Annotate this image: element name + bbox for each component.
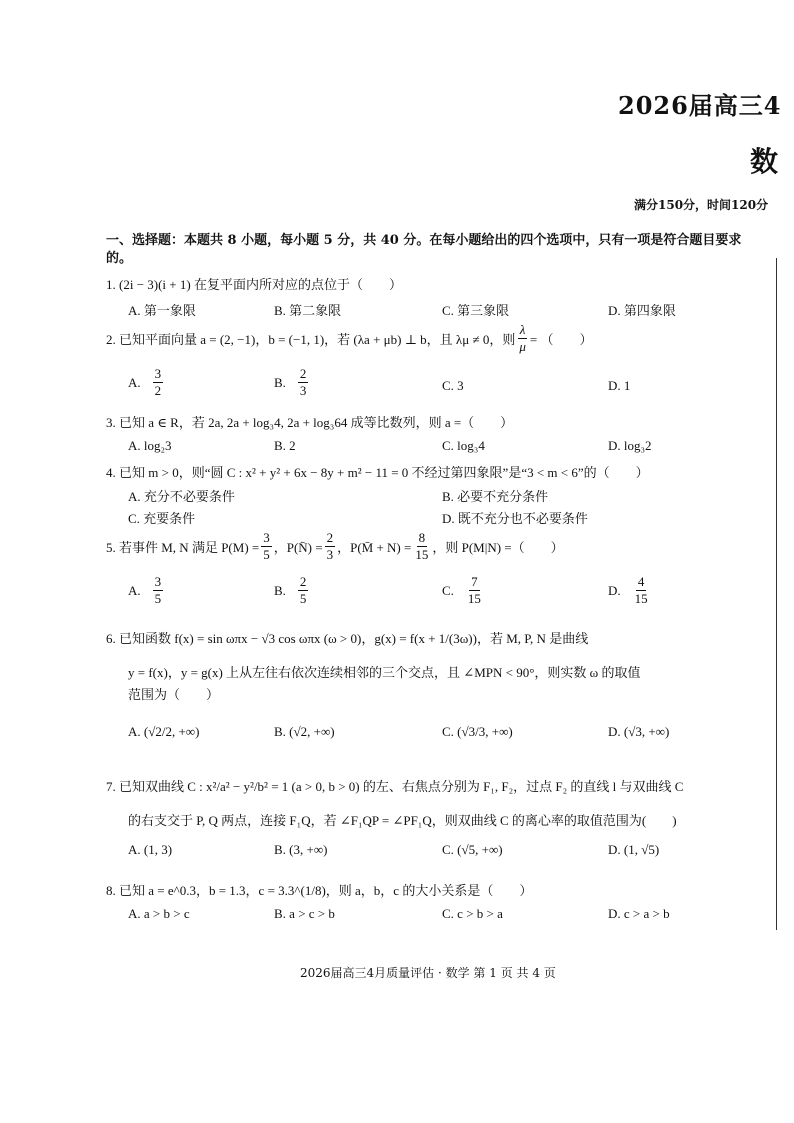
q5-c-den: 15 bbox=[467, 591, 481, 606]
q5-c-frac bbox=[466, 574, 483, 607]
q1-option-c: C. 第三象限 bbox=[442, 303, 510, 318]
q2-option-a bbox=[128, 366, 165, 399]
q7-option-d: D. (1, √5) bbox=[608, 842, 660, 857]
q1-option-a: A. 第一象限 bbox=[128, 303, 196, 318]
q5-a-frac bbox=[153, 574, 164, 607]
question-7-line-1: 7. 已知双曲线 C : x²/a² − y²/b² = 1 (a > 0, b > 0) 的左、右焦点分别为 F₁, F₂，过点 F₂ 的直线 l 与双曲线 C bbox=[106, 779, 684, 794]
q6-option-c: C. (√3/3, +∞) bbox=[442, 724, 513, 739]
q3-option-c: C. log₃4 bbox=[442, 438, 485, 453]
q5-c-num: 7 bbox=[471, 574, 478, 589]
q7-option-c: C. (√5, +∞) bbox=[442, 842, 503, 857]
q6-option-d: D. (√3, +∞) bbox=[608, 724, 670, 739]
q7-option-a: A. (1, 3) bbox=[128, 842, 173, 857]
q2-a-frac bbox=[153, 366, 164, 399]
q2-a-num: 3 bbox=[154, 366, 162, 381]
question-6-line-3: 范围为（ ） bbox=[128, 687, 220, 702]
question-1-stem: 1. (2i − 3)(i + 1) 在复平面内所对应的点位于（ ） bbox=[106, 277, 402, 292]
q7-option-b: B. (3, +∞) bbox=[274, 842, 328, 857]
q8-option-b: B. a > c > b bbox=[274, 906, 335, 921]
exam-title: 2026届高三4 bbox=[618, 91, 782, 120]
q5-b-den: 5 bbox=[299, 591, 307, 606]
q2-stem-end: = （ ） bbox=[529, 332, 593, 347]
question-3-stem: 3. 已知 a ∈ R，若 2a, 2a + log₃4, 2a + log₃64 成等比数列，则 a =（ ） bbox=[106, 415, 514, 430]
question-8-stem: 8. 已知 a = e^0.3，b = 1.3，c = 3.3^(1/8)，则 a，b，c 的大小关系是（ ） bbox=[106, 883, 533, 898]
q5-a-label: A. bbox=[128, 582, 141, 598]
q5-option-c bbox=[442, 574, 485, 607]
question-4-stem: 4. 已知 m > 0，则“圆 C : x² + y² + 6x − 8y + m² − 11 = 0 不经过第四象限”是“3 < m < 6”的（ ） bbox=[106, 465, 649, 480]
question-6-line-2: y = f(x)，y = g(x) 上从左往右依次连续相邻的三个交点，且 ∠MPN < 90°，则实数 ω 的取值 bbox=[128, 665, 641, 680]
q5-f2-den: 3 bbox=[326, 547, 334, 562]
exam-meta: 满分150分，时间120分 bbox=[634, 198, 769, 212]
q6-option-a: A. (√2/2, +∞) bbox=[128, 724, 200, 739]
q5-d-frac bbox=[633, 574, 650, 607]
q5-c-label: C. bbox=[442, 582, 454, 598]
q3-option-a: A. log₂3 bbox=[128, 438, 172, 453]
question-5-stem bbox=[106, 530, 564, 563]
q3-option-b: B. 2 bbox=[274, 438, 296, 453]
q5-f2-num: 2 bbox=[326, 530, 334, 545]
q5-option-d bbox=[608, 574, 652, 607]
q5-f1-num: 3 bbox=[263, 530, 270, 545]
q4-option-d: D. 既不充分也不必要条件 bbox=[442, 511, 588, 526]
question-7-line-2: 的右支交于 P, Q 两点，连接 F₁Q，若 ∠F₁QP = ∠PF₁Q，则双曲线 C 的离心率的取值范围为( ) bbox=[128, 813, 677, 828]
q5-a-den: 5 bbox=[154, 591, 162, 606]
q5-a-num: 3 bbox=[154, 574, 162, 589]
q2-b-frac bbox=[298, 366, 309, 399]
q5-mid2: ，P(M̄ + N) = bbox=[337, 540, 412, 555]
q2-a-label: A. bbox=[128, 374, 141, 390]
q2-fraction bbox=[517, 322, 528, 355]
q4-option-b: B. 必要不充分条件 bbox=[442, 489, 549, 504]
q4-option-a: A. 充分不必要条件 bbox=[128, 489, 235, 504]
q2-b-den: 3 bbox=[299, 383, 307, 398]
section-heading: 一、选择题：本题共 8 小题，每小题 5 分，共 40 分。在每小题给出的四个选项中，只有一项是符合题目要求的。 bbox=[106, 233, 742, 266]
q2-b-num: 2 bbox=[299, 366, 307, 381]
q5-frac-3 bbox=[413, 530, 430, 563]
question-2-stem bbox=[106, 322, 592, 355]
page-footer: 2026届高三4月质量评估 · 数学 第 1 页 共 4 页 bbox=[300, 966, 556, 980]
q4-option-c: C. 充要条件 bbox=[128, 511, 196, 526]
q1-option-d: D. 第四象限 bbox=[608, 303, 676, 318]
q5-b-num: 2 bbox=[299, 574, 307, 589]
question-6-line-1: 6. 已知函数 f(x) = sin ωπx − √3 cos ωπx (ω > 0)，g(x) = f(x + 1/(3ω))，若 M, P, N 是曲线 bbox=[106, 631, 589, 646]
q5-frac-1 bbox=[261, 530, 272, 563]
q8-option-a: A. a > b > c bbox=[128, 906, 190, 921]
q2-frac-num: λ bbox=[519, 322, 526, 337]
q5-d-label: D. bbox=[608, 582, 621, 598]
q5-f3-num: 8 bbox=[418, 530, 426, 545]
q2-b-label: B. bbox=[274, 374, 286, 390]
q1-option-b: B. 第二象限 bbox=[274, 303, 342, 318]
q5-f1-den: 5 bbox=[263, 547, 270, 562]
q5-frac-2 bbox=[325, 530, 336, 563]
q5-option-b bbox=[274, 574, 310, 607]
q2-a-den: 2 bbox=[154, 383, 162, 398]
q8-option-c: C. c > b > a bbox=[442, 906, 503, 921]
q5-end: ，则 P(M|N) =（ ） bbox=[432, 540, 564, 555]
subject-title: 数 bbox=[750, 145, 779, 178]
q5-b-frac bbox=[298, 574, 309, 607]
q5-d-num: 4 bbox=[637, 574, 645, 589]
q5-b-label: B. bbox=[274, 582, 286, 598]
q5-option-a bbox=[128, 574, 165, 607]
q2-option-b bbox=[274, 366, 310, 399]
q3-option-d: D. log₃2 bbox=[608, 438, 652, 453]
q2-stem-text: 2. 已知平面向量 a = (2, −1)，b = (−1, 1)，若 (λa + μb) ⊥ b，且 λμ ≠ 0，则 bbox=[106, 332, 516, 347]
q5-d-den: 15 bbox=[634, 591, 648, 606]
q2-frac-den: μ bbox=[519, 339, 526, 354]
q6-option-b: B. (√2, +∞) bbox=[274, 724, 335, 739]
q5-mid1: ，P(N̄) = bbox=[273, 540, 323, 555]
q8-option-d: D. c > a > b bbox=[608, 906, 670, 921]
margin-rule bbox=[776, 258, 777, 930]
q5-pre: 5. 若事件 M, N 满足 P(M) = bbox=[106, 540, 260, 555]
q2-option-d: D. 1 bbox=[608, 378, 631, 393]
q5-f3-den: 15 bbox=[415, 547, 429, 562]
q2-option-c: C. 3 bbox=[442, 378, 464, 393]
